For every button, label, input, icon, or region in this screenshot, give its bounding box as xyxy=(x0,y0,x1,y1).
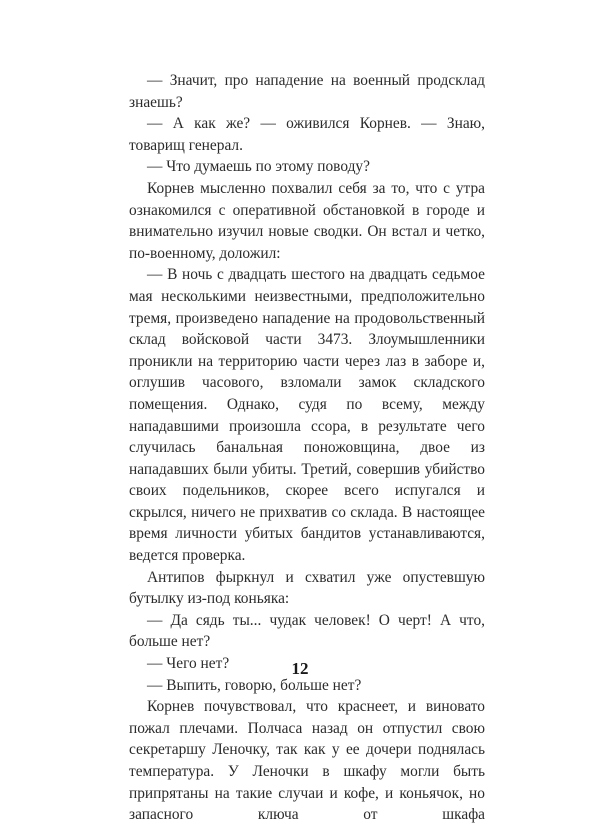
paragraph: — Выпить, говорю, больше нет? xyxy=(147,676,362,694)
paragraph: Антипов фыркнул и схватил уже опустевшую бутылку из-под коньяка: xyxy=(129,568,485,608)
paragraph: — А как же? — оживился Корнев. — Знаю, товарищ генерал. xyxy=(129,115,485,154)
paragraph: — Что думаешь по этому поводу? xyxy=(147,158,370,176)
paragraph: Корнев почувствовал, что краснеет, и виновато пожал плечами. Полчаса назад он отпустил свою секретаршу Леночку, так как у ее дочери поднялась температура. У Леночки в шкафу могли быть припрятаны на такие случаи и кофе, и коньячок, но запасного ключа от шкафа xyxy=(129,698,485,824)
paragraph: — Чего нет? xyxy=(147,655,230,673)
paragraph: — Значит, про нападение на военный продсклад знаешь? xyxy=(129,72,485,111)
body-text xyxy=(129,70,485,826)
page-number: 12 xyxy=(291,659,309,678)
paragraph: — Да сядь ты... чудак человек! О черт! А что, больше нет? xyxy=(129,611,485,651)
paragraph: Корнев мысленно похвалил себя за то, что с утра ознакомился с оперативной обстановкой в городе и внимательно изучил новые сводки. Он встал и четко, по-военному, доложил: xyxy=(129,179,485,262)
paragraph: — В ночь с двадцать шестого на двадцать седьмое мая несколькими неизвестными, предположительно тремя, произведено нападение на продовольственный склад войсковой части 3473. Злоумышленники проникли на территорию части через лаз в заборе и, оглушив часового, взломали замок складского помещения. Однако, судя по всему, между нападавшими произошла ссора, в результате чего случилась банальная поножовщина, двое из нападавших были убиты. Третий, совершив убийство своих подельников, скорее всего испугался и скрылся, ничего не прихватив со склада. В настоящее время личности убитых бандитов устанавливаются, ведется проверка. xyxy=(129,266,485,565)
